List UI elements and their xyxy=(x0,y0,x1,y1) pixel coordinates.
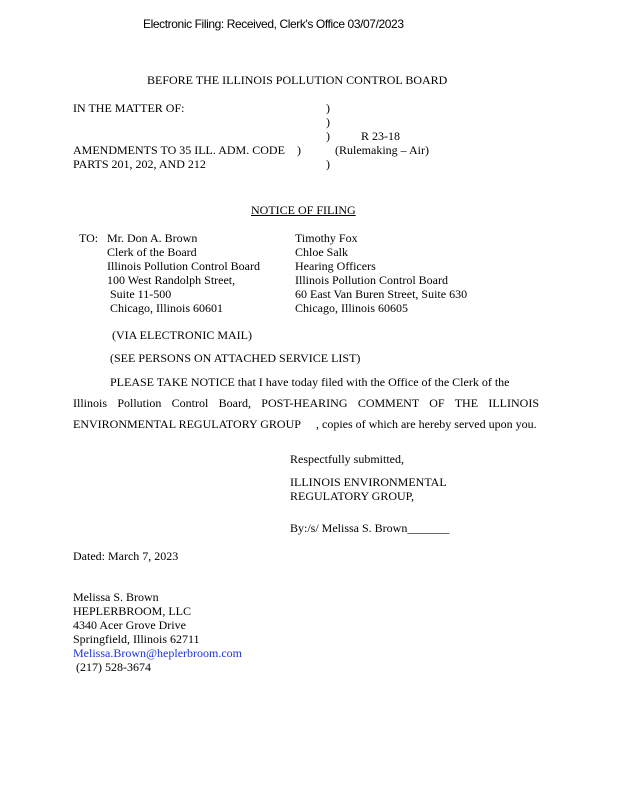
recipient-right-street: 60 East Van Buren Street, Suite 630 xyxy=(295,287,468,301)
recipient-left-street: 100 West Randolph Street, xyxy=(107,273,236,287)
closing-text: Respectfully submitted, xyxy=(290,452,404,466)
signature-line: By:/s/ Melissa S. Brown_______ xyxy=(290,521,450,535)
recipient-right-city: Chicago, Illinois 60605 xyxy=(295,301,408,315)
notice-of-filing-heading: NOTICE OF FILING xyxy=(251,203,356,217)
notice-body-line-1: PLEASE TAKE NOTICE that I have today filed with the Office of the Clerk of the xyxy=(110,375,510,389)
recipient-left-suite: Suite 11-500 xyxy=(110,287,172,301)
organization-line-1: ILLINOIS ENVIRONMENTAL xyxy=(290,475,447,489)
electronic-filing-stamp: Electronic Filing: Received, Clerk's Office 03/07/2023 xyxy=(143,17,404,31)
body-word: Board, xyxy=(218,396,251,410)
docket-number: R 23-18 xyxy=(361,129,400,143)
in-the-matter-label: IN THE MATTER OF: xyxy=(73,101,185,115)
docket-type: (Rulemaking – Air) xyxy=(335,143,429,157)
amendments-line-2: PARTS 201, 202, AND 212 xyxy=(73,157,206,171)
notice-body-line-2 xyxy=(73,396,539,410)
attorney-phone: (217) 528-3674 xyxy=(73,660,151,674)
caption-paren: ) xyxy=(326,115,330,129)
body-word: COMMENT xyxy=(357,396,419,410)
attorney-address-2: Springfield, Illinois 62711 xyxy=(73,632,200,646)
body-word: OF xyxy=(429,396,445,410)
board-title: BEFORE THE ILLINOIS POLLUTION CONTROL BOARD xyxy=(147,73,448,87)
recipient-left-title: Clerk of the Board xyxy=(107,245,197,259)
amendments-line-1: AMENDMENTS TO 35 ILL. ADM. CODE xyxy=(73,143,285,157)
recipient-left-name: Mr. Don A. Brown xyxy=(107,231,198,245)
body-word: Pollution xyxy=(117,396,162,410)
dated-line: Dated: March 7, 2023 xyxy=(73,549,179,563)
recipient-right-name-1: Timothy Fox xyxy=(295,231,358,245)
caption-paren: ) xyxy=(297,143,301,157)
via-electronic-mail: (VIA ELECTRONIC MAIL) xyxy=(112,328,252,342)
organization-line-2: REGULATORY GROUP, xyxy=(290,489,415,503)
recipient-left-city: Chicago, Illinois 60601 xyxy=(110,301,223,315)
caption-paren: ) xyxy=(326,157,330,171)
attorney-name: Melissa S. Brown xyxy=(73,590,159,604)
caption-paren: ) xyxy=(326,129,330,143)
recipient-right-name-2: Chloe Salk xyxy=(295,245,348,259)
body-word: Control xyxy=(171,396,209,410)
notice-body-line-3b: , copies of which are hereby served upon you. xyxy=(316,417,537,431)
recipient-left-org: Illinois Pollution Control Board xyxy=(107,259,261,273)
body-word: ILLINOIS xyxy=(488,396,539,410)
recipient-right-org: Illinois Pollution Control Board xyxy=(295,273,449,287)
body-word: THE xyxy=(454,396,479,410)
to-label: TO: xyxy=(79,231,99,245)
attorney-email-link[interactable]: Melissa.Brown@heplerbroom.com xyxy=(73,646,243,660)
recipient-right-title: Hearing Officers xyxy=(295,259,376,273)
caption-paren: ) xyxy=(326,101,330,115)
body-word: POST-HEARING xyxy=(261,396,348,410)
notice-body-line-3a: ENVIRONMENTAL REGULATORY GROUP xyxy=(73,417,301,431)
attorney-firm: HEPLERBROOM, LLC xyxy=(73,604,192,618)
service-list-note: (SEE PERSONS ON ATTACHED SERVICE LIST) xyxy=(110,351,361,365)
body-word: Illinois xyxy=(73,396,108,410)
attorney-address-1: 4340 Acer Grove Drive xyxy=(73,618,186,632)
